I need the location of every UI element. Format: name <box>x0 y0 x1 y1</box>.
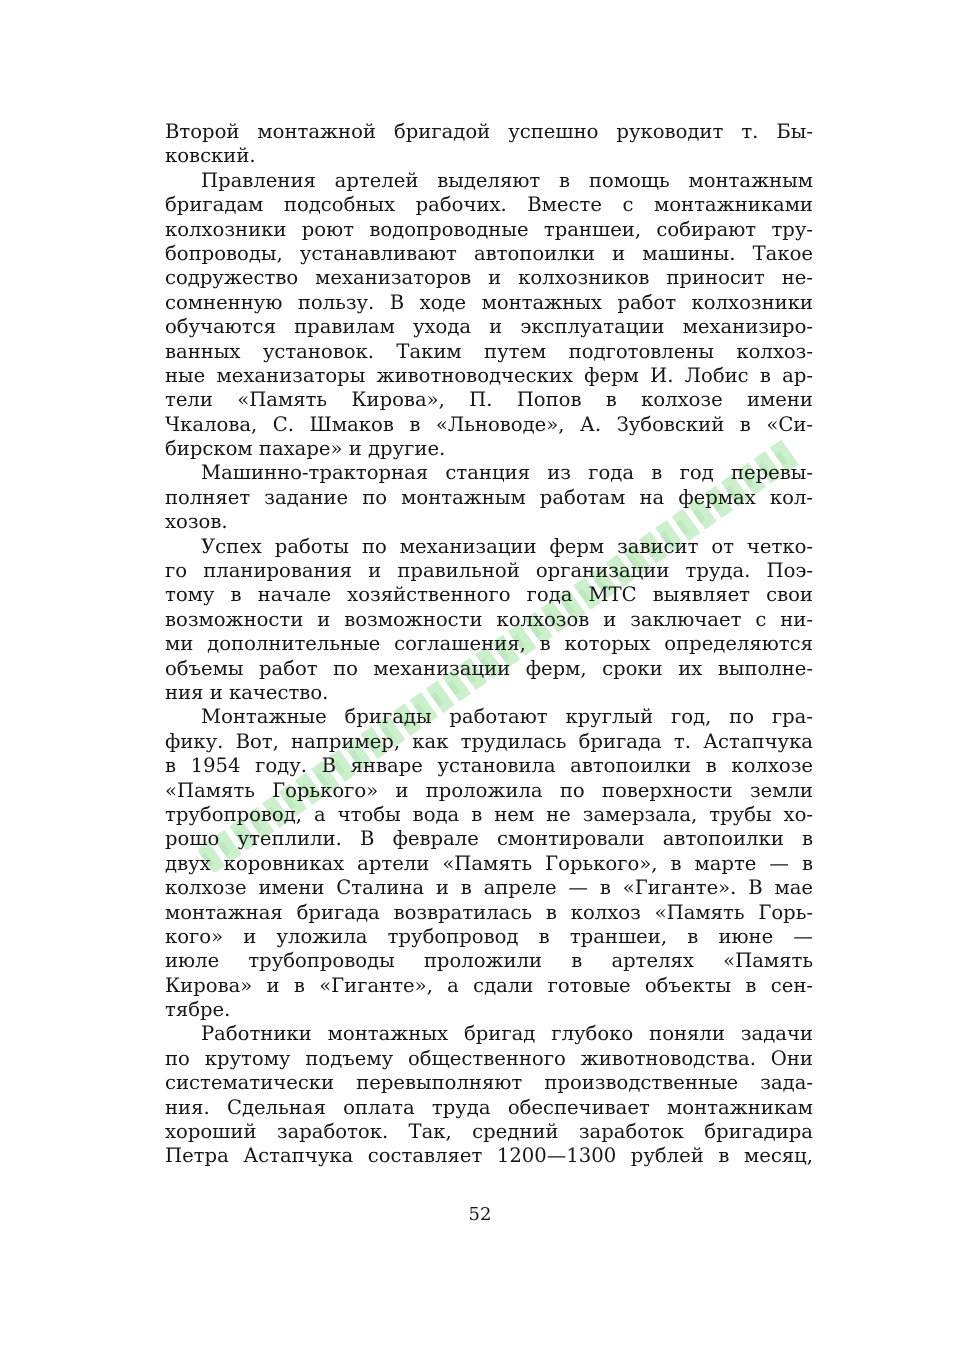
text-line: Второй монтажной бригадой успешно руководит т. Бы- <box>165 120 813 143</box>
text-line: Работники монтажных бригад глубоко поняли задачи <box>201 1022 813 1046</box>
text-line: бригадам подсобных рабочих. Вместе с монтажниками <box>165 193 813 217</box>
text-line: июле трубопроводы проложили в артелях «Память <box>165 949 813 973</box>
text-line: Машинно-тракторная станция из года в год перевы- <box>201 461 813 485</box>
text-line: ми дополнительные соглашения, в которых определяются <box>165 632 813 656</box>
text-line: полняет задание по монтажным работам на фермах кол- <box>165 485 813 509</box>
text-line: го планирования и правильной организации труда. Поэ- <box>165 559 813 583</box>
page-number: 52 <box>468 1204 492 1225</box>
body-text <box>165 120 813 1169</box>
text-line: систематически перевыполняют производственные зада- <box>165 1071 813 1095</box>
text-line: Правления артелей выделяют в помощь монтажным <box>201 168 813 192</box>
text-line: бирском пахаре» и другие. <box>165 437 446 461</box>
text-line: сомненную пользу. В ходе монтажных работ колхозники <box>165 290 813 314</box>
text-line: тому в начале хозяйственного года МТС выявляет свои <box>165 583 813 607</box>
text-line: Чкалова, С. Шмаков в «Льноводе», А. Зубовский в «Си- <box>165 412 813 436</box>
text-line: в 1954 году. В январе установила автопоилки в колхозе <box>165 754 813 778</box>
text-line: ванных установок. Таким путем подготовлены колхоз- <box>165 339 813 363</box>
text-line: ния. Сдельная оплата труда обеспечивает монтажникам <box>165 1095 813 1119</box>
text-line: ния и качество. <box>165 680 329 704</box>
text-line: фику. Вот, например, как трудилась бригада т. Астапчука <box>165 729 813 753</box>
text-line: монтажная бригада возвратилась в колхоз «Память Горь- <box>165 900 813 924</box>
text-line: колхозе имени Сталина и в апреле — в «Гиганте». В мае <box>165 876 813 900</box>
text-line: возможности и возможности колхозов и заключает с ни- <box>165 607 813 631</box>
text-line: ковский. <box>165 144 256 168</box>
text-line: содружество механизаторов и колхозников приносит не- <box>165 266 813 290</box>
text-line: рошо утеплили. В феврале смонтировали автопоилки в <box>165 827 813 851</box>
text-line: обучаются правилам ухода и эксплуатации механизиро- <box>165 315 813 339</box>
text-line: трубопровод, а чтобы вода в нем не замерзала, трубы хо- <box>165 802 813 826</box>
text-line: хозов. <box>165 510 228 534</box>
text-line: хороший заработок. Так, средний заработок бригадира <box>165 1120 813 1144</box>
text-line: объемы работ по механизации ферм, сроки их выполне- <box>165 656 813 680</box>
text-line: «Память Горького» и проложила по поверхности земли <box>165 778 813 802</box>
text-line: Успех работы по механизации ферм зависит от четко- <box>201 534 813 558</box>
text-line: Кирова» и в «Гиганте», а сдали готовые объекты в сен- <box>165 973 813 997</box>
text-line: колхозники роют водопроводные траншеи, собирают тру- <box>165 217 813 241</box>
text-line: Монтажные бригады работают круглый год, по гра- <box>201 705 813 729</box>
text-line: кого» и уложила трубопровод в траншеи, в июне — <box>165 924 813 948</box>
text-line: Петра Астапчука составляет 1200—1300 рублей в месяц, <box>165 1144 813 1168</box>
text-line: ные механизаторы животноводческих ферм И. Лобис в ар- <box>165 363 813 387</box>
text-line: двух коровниках артели «Память Горького», в марте — в <box>165 851 813 875</box>
text-line: бопроводы, устанавливают автопоилки и машины. Такое <box>165 241 813 265</box>
text-line: тели «Память Кирова», П. Попов в колхозе имени <box>165 388 813 412</box>
text-line: по крутому подъему общественного животноводства. Они <box>165 1046 813 1070</box>
text-line: тябре. <box>165 998 231 1022</box>
